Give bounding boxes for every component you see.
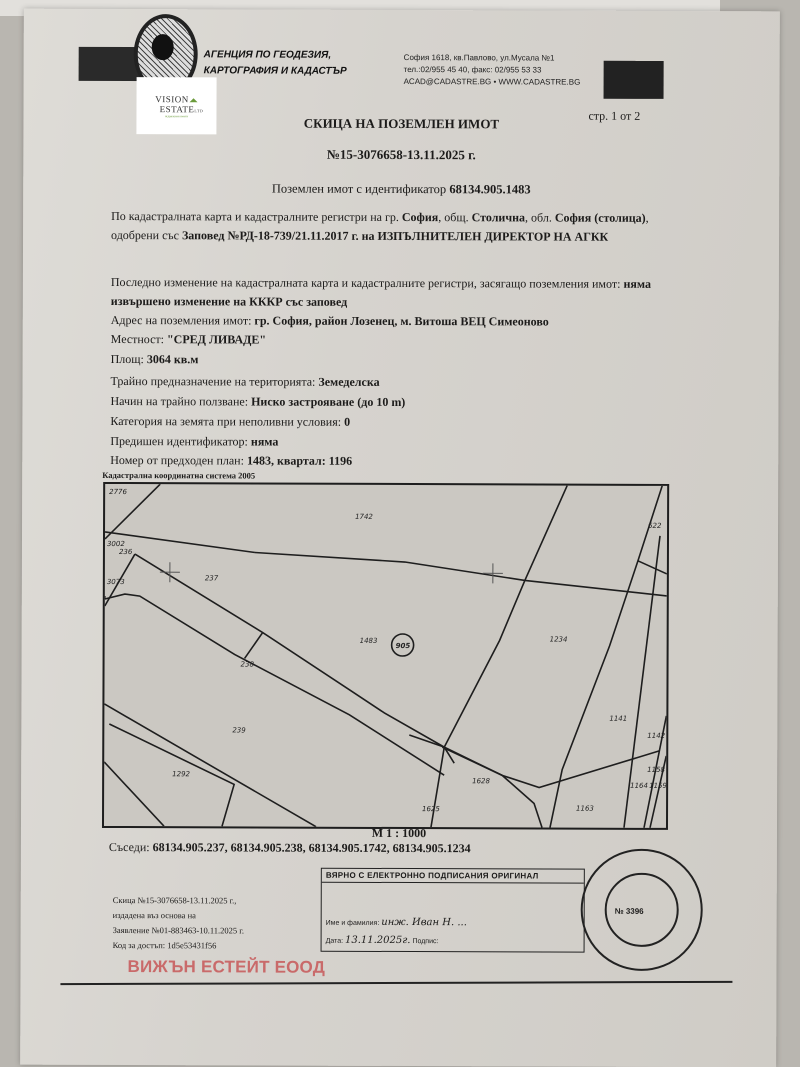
- identifier-value: 68134.905.1483: [449, 182, 530, 196]
- name-label: Име и фамилия:: [326, 920, 380, 927]
- intro-order: Заповед №РД-18-739/21.11.2017 г. на ИЗПЪЛНИТЕЛЕН ДИРЕКТОР НА АГКК: [182, 228, 608, 243]
- locality-value: "СРЕД ЛИВАДЕ": [167, 332, 266, 346]
- certifier-name-row: [326, 917, 467, 928]
- certification-date-row: [326, 935, 439, 946]
- neighbors-label: Съседи:: [109, 840, 150, 854]
- intro-city: София: [402, 210, 438, 224]
- svg-text:1625: 1625: [422, 805, 440, 813]
- signature-label: Подпис:: [412, 938, 438, 945]
- address-label: Адрес на поземления имот:: [111, 313, 252, 327]
- svg-text:1628: 1628: [472, 777, 490, 785]
- svg-text:622: 622: [648, 522, 662, 530]
- last-change-value: няма извършено изменение на КККР със заповед: [111, 277, 651, 309]
- svg-text:3073: 3073: [107, 578, 125, 586]
- category-value: 0: [344, 415, 350, 429]
- svg-text:3002: 3002: [107, 540, 125, 548]
- logo-line1: VISION: [155, 94, 189, 104]
- previous-plan: [110, 451, 670, 472]
- address-line3: ACAD@CADASTRE.BG • WWW.CADASTRE.BG: [404, 76, 644, 89]
- document-number: №15-3076658-13.11.2025 г.: [23, 146, 779, 165]
- intro-text-4: , одобрени със: [111, 211, 649, 242]
- certification-header: ВЯРНО С ЕЛЕКТРОННО ПОДПИСАНИЯ ОРИГИНАЛ: [322, 869, 584, 884]
- land-category: [110, 412, 670, 433]
- parcel-identifier: [23, 181, 779, 199]
- intro-text-2: , общ.: [438, 210, 468, 224]
- address-line2: тел.:02/955 45 40, факс: 02/955 53 33: [404, 64, 644, 77]
- agency-name-line1: АГЕНЦИЯ ПО ГЕОДЕЗИЯ,: [204, 47, 404, 64]
- identifier-label: Поземлен имот с идентификатор: [272, 182, 446, 197]
- intro-municipality: Столична: [472, 210, 525, 224]
- svg-text:239: 239: [232, 726, 246, 734]
- last-change-label: Последно изменение на кадастралната карта и кадастралните регистри, засягащо поземления имот:: [111, 275, 621, 291]
- prev-id-label: Предишен идентификатор:: [110, 434, 248, 448]
- issue-line2: издадена въз основа на: [113, 908, 244, 923]
- purpose: [111, 372, 671, 393]
- svg-text:238: 238: [241, 660, 255, 668]
- locality: [111, 330, 671, 351]
- logo-suffix: LTD: [194, 108, 203, 113]
- area: [111, 350, 671, 371]
- agency-name: [204, 47, 404, 80]
- document-title: СКИЦА НА ПОЗЕМЛЕН ИМОТ: [23, 115, 779, 134]
- svg-text:1158: 1158: [647, 766, 665, 774]
- prev-id-value: няма: [251, 434, 279, 448]
- svg-text:1292: 1292: [172, 770, 190, 778]
- svg-text:1141: 1141: [609, 715, 627, 723]
- neighbors-value: 68134.905.237, 68134.905.238, 68134.905.1742, 68134.905.1234: [153, 840, 471, 855]
- svg-text:1742: 1742: [355, 513, 373, 521]
- date-label: Дата:: [326, 938, 343, 945]
- logo-line2: ESTATE: [160, 104, 195, 114]
- seal-number: № 3396: [615, 907, 644, 916]
- svg-text:1234: 1234: [550, 636, 568, 644]
- area-label: Площ:: [111, 352, 144, 366]
- svg-text:237: 237: [205, 574, 219, 582]
- address-line1: София 1618, кв.Павлово, ул.Мусала №1: [404, 52, 644, 65]
- previous-identifier: [110, 432, 670, 453]
- purpose-label: Трайно предназначение на територията:: [111, 374, 316, 389]
- coordinate-system-label: Кадастрална координатна система 2005: [102, 470, 255, 481]
- svg-text:1159: 1159: [649, 782, 667, 790]
- access-code: Код за достъп: 1d5e53431f56: [113, 938, 244, 953]
- svg-text:236: 236: [119, 548, 133, 556]
- property-address: [111, 311, 671, 332]
- document-page: [20, 9, 780, 1067]
- name-value: инж. Иван Н. ...: [381, 917, 467, 928]
- svg-text:1164: 1164: [630, 782, 648, 790]
- area-value: 3064 кв.м: [147, 352, 199, 366]
- header-bar-right: [604, 61, 664, 99]
- usage-value: Ниско застрояване (до 10 m): [251, 394, 405, 409]
- usage-label: Начин на трайно ползване:: [110, 394, 248, 408]
- address-value: гр. София, район Лозенец, м. Витоша ВЕЦ Симеоново: [254, 313, 548, 328]
- page-number: стр. 1 от 2: [588, 109, 640, 124]
- intro-paragraph: [111, 207, 671, 247]
- category-label: Категория на земята при неполивни условия:: [110, 414, 341, 429]
- logo-tagline: недвижими имоти: [165, 114, 188, 118]
- svg-text:1163: 1163: [576, 805, 594, 813]
- agency-seal: [580, 849, 702, 971]
- prev-plan-value: 1483, квартал: 1196: [247, 453, 352, 467]
- purpose-value: Земеделска: [318, 375, 379, 389]
- usage: [110, 392, 670, 413]
- last-change: [111, 273, 671, 313]
- svg-text:1483: 1483: [360, 637, 378, 645]
- prev-plan-label: Номер от предходен план:: [110, 453, 244, 467]
- svg-text:1142: 1142: [647, 732, 665, 740]
- agency-name-line2: КАРТОГРАФИЯ И КАДАСТЪР: [204, 63, 404, 80]
- bottom-divider: [60, 981, 732, 985]
- agency-watermark: ВИЖЪН ЕСТЕЙТ ЕООД: [127, 957, 325, 978]
- certification-stamp: [321, 868, 585, 953]
- date-value: 13.11.2025г.: [345, 935, 411, 946]
- svg-text:905: 905: [396, 642, 411, 650]
- cadastral-map: [102, 482, 669, 830]
- intro-text-3: , обл.: [525, 210, 552, 224]
- issue-info: [113, 893, 245, 953]
- parcel-boundaries: [104, 484, 667, 828]
- house-icon: [190, 98, 198, 102]
- issue-line3: Заявление №01-883463-10.11.2025 г.: [113, 923, 244, 938]
- issue-line1: Скица №15-3076658-13.11.2025 г.,: [113, 893, 244, 908]
- neighbors: [109, 840, 471, 856]
- locality-label: Местност:: [111, 332, 164, 346]
- svg-text:2776: 2776: [109, 488, 127, 496]
- intro-region: София (столица): [555, 211, 646, 225]
- map-scale: М 1 : 1000: [21, 825, 777, 843]
- intro-text-1: По кадастралната карта и кадастралните регистри на гр.: [111, 209, 399, 224]
